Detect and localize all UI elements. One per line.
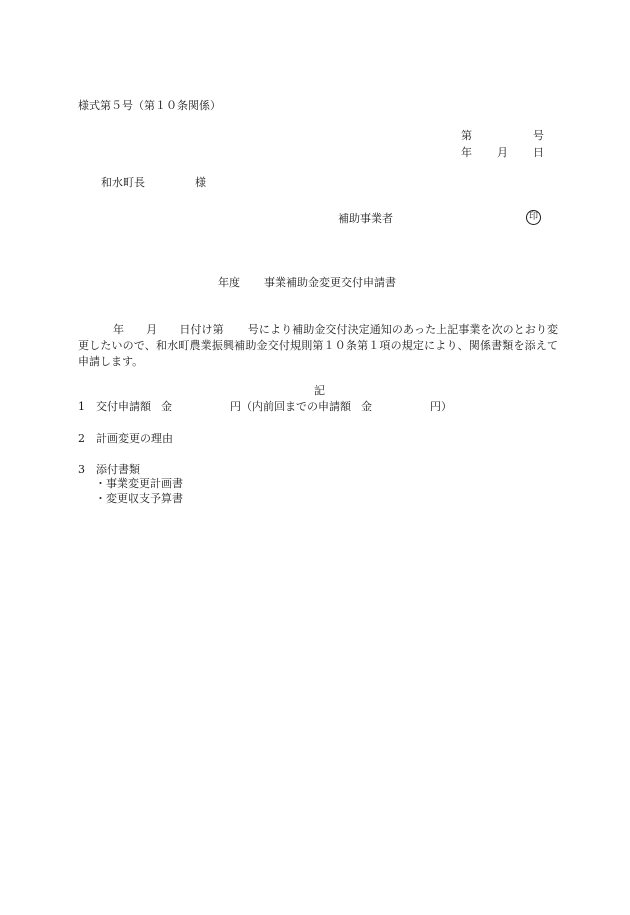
item-attachments bbox=[78, 464, 140, 475]
item-yen: 円（内前回までの申請額 bbox=[230, 400, 351, 413]
attachment-item: ・事業変更計画書 bbox=[95, 477, 183, 490]
item-yen-end: 円） bbox=[430, 400, 452, 413]
item-label: 計画変更の理由 bbox=[96, 432, 173, 445]
addressee-name: 和水町長 bbox=[101, 176, 145, 189]
body-month: 月 bbox=[146, 323, 158, 336]
item-kin: 金 bbox=[161, 400, 172, 413]
body-paragraph bbox=[78, 322, 558, 370]
body-year: 年 bbox=[113, 323, 125, 336]
date-day-label: 日 bbox=[533, 146, 544, 159]
item-change-reason bbox=[78, 433, 173, 444]
item-kin2: 金 bbox=[361, 400, 372, 413]
seal-icon: 印 bbox=[526, 210, 541, 225]
title-fiscal-year: 年度 bbox=[218, 276, 240, 289]
body-text: 号により補助金交付決定通知のあった上記事業を次のとおり変更したいので、和水町農業振興補助金交付規則第１０条第１項の規定により、関係書類を添えて申請します。 bbox=[78, 323, 559, 368]
item-label: 添付書類 bbox=[96, 463, 140, 476]
date-month-label: 月 bbox=[497, 146, 508, 159]
body-date-no: 日付け第 bbox=[179, 323, 224, 336]
item-number: 3 bbox=[78, 463, 85, 476]
document-number-prefix: 第 bbox=[461, 129, 472, 142]
addressee-honorific: 様 bbox=[195, 176, 206, 189]
applicant-label: 補助事業者 bbox=[338, 212, 393, 225]
item-number: 2 bbox=[78, 432, 85, 445]
document-number-suffix: 号 bbox=[533, 129, 544, 142]
item-label: 交付申請額 bbox=[96, 400, 151, 413]
ki-heading: 記 bbox=[314, 384, 325, 397]
attachment-item: ・変更収支予算書 bbox=[95, 492, 183, 505]
date-year-label: 年 bbox=[461, 146, 472, 159]
document-title: 事業補助金変更交付申請書 bbox=[264, 276, 396, 289]
form-number: 様式第５号（第１０条関係） bbox=[78, 99, 221, 112]
item-number: 1 bbox=[78, 400, 85, 413]
item-application-amount bbox=[78, 401, 452, 412]
